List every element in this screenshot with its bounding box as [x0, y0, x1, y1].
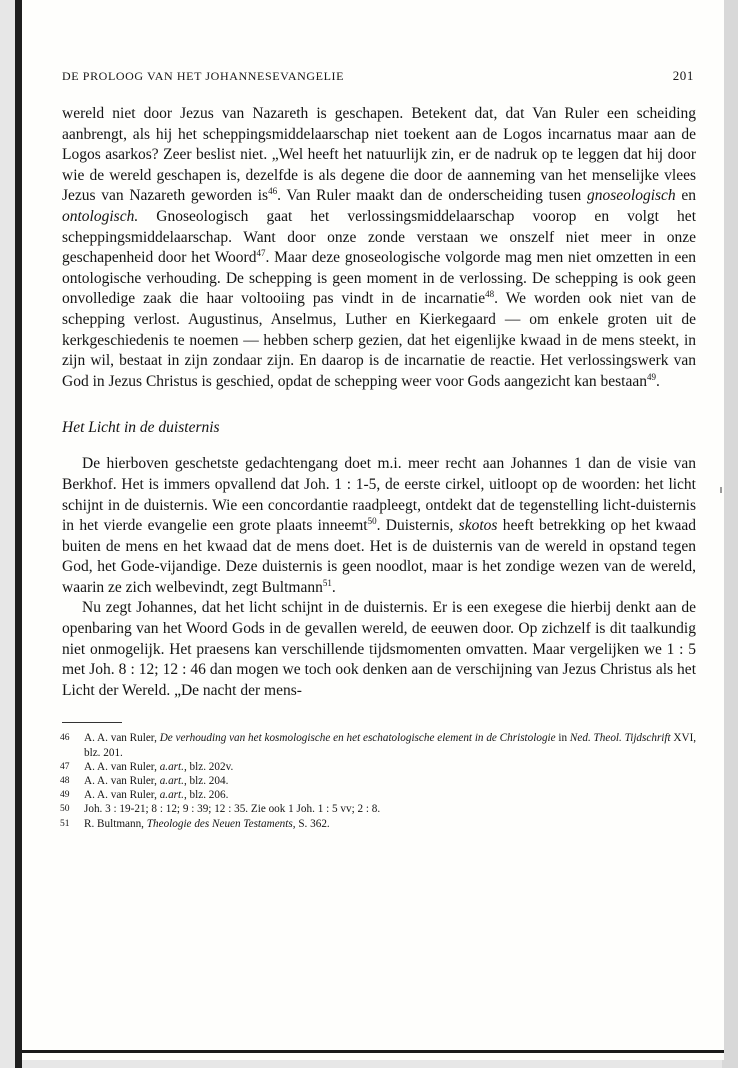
- page-number: 201: [672, 68, 694, 83]
- footnote-ref-48[interactable]: 48: [485, 289, 495, 300]
- footnote: 46 A. A. van Ruler, De verhouding van het kosmologische en het eschatologische element in de Christologie in Ned. Theol. Tijdschrift XVI, blz. 201.: [60, 732, 697, 759]
- scan-right-margin: [722, 0, 738, 1068]
- footnote-ref-46[interactable]: 46: [268, 186, 278, 197]
- footnote-ref-51[interactable]: 51: [322, 577, 332, 588]
- footnote: 51 R. Bultmann, Theologie des Neuen Testaments, S. 362.: [60, 817, 330, 830]
- footnote: 49 A. A. van Ruler, a.art., blz. 206.: [60, 789, 229, 802]
- body-text: [62, 104, 696, 701]
- footnote-number: 47: [60, 761, 70, 772]
- footnote-number: 49: [60, 790, 70, 801]
- footnotes: [60, 731, 699, 830]
- running-title: DE PROLOOG VAN HET JOHANNESEVANGELIE: [62, 69, 345, 83]
- paragraph-1: wereld niet door Jezus van Nazareth is geschapen. Betekent dat, dat Van Ruler een scheiding aanbrengt, als hij het scheppingsmiddelaarschap niet toekent aan de Logos incarnatus maar aan de Logos asarkos? Zeer beslist niet. „Wel heeft het natuurlijk zin, er de nadruk op te leggen dat hij door wie de wereld geschapen is, dezelfde is als degene die door de aanneming van het menselijke vlees Jezus van Nazareth geworden $is^{46}$. Van Ruler maakt dan de onderscheiding tusen gnoseologisch en ontologisch. Gnoseologisch gaat het verlossingsmiddelaarschap voorop en volgt het scheppingsmiddelaarschap. Want door onze zonde verstaan we onszelf niet meer in onze geschapenheid door het Woord$^{47}$. Maar deze gnoseologische volgorde mag men niet omzetten in een ontologische verhouding. De schepping is geen moment in de verlossing. De schepping is ook geen onvolledige zaak die haar voltooiing pas vindt in de incarnatie$^{48}$. We worden ook niet van de schepping verlost. Augustinus, Anselmus, Luther en Kierkegaard — om enkele groten uit de kerkgeschiedenis te noemen — hebben scherp gezien, dat het eigenlijke kwaad in de mens steekt, in zijn wil, bestaat in zijn zondaar zijn. En daarop is de incarnatie de reactie. Het verlossingswerk van God in Jezus Christus is geschied, opdat de schepping weer voor Gods aangezicht kan bestaan$^{49}$.: [62, 105, 696, 390]
- scan-left-edge: [15, 0, 22, 1068]
- footnote: 50 Joh. 3 : 19-21; 8 : 12; 9 : 39; 12 : 35. Zie ook 1 Joh. 1 : 5 vv; 2 : 8.: [60, 803, 381, 816]
- paragraph-2: De hierboven geschetste gedachtengang doet m.i. meer recht aan Johannes 1 dan de visie van Berkhof. Het is immers opvallend dat Joh. 1 : 1-5, de eerste cirkel, uitloopt op de woorden: het licht schijnt in de duisternis. Wie een concordantie raadpleegt, ontdekt dat de tegenstelling licht-duisternis in het vierde evangelie een grote plaats inneemt$^{50}$. Duisternis, skotos heeft betrekking op het kwaad buiten de mens en het kwaad dat de mens doet. Het is de duisternis van de wereld in opstand tegen God, het Gode-vijandige. Deze duisternis is geen noodlot, maar is het zondige wezen van de wereld, waarin ze zich welbevindt, zegt Bultmann$^{51}$.: [62, 455, 697, 596]
- footnote-number: 51: [60, 818, 70, 829]
- section-heading: Het Licht in de duisternis: [62, 419, 220, 437]
- running-head: [62, 68, 694, 84]
- page-content: [42, 68, 699, 831]
- footnote-number: 46: [60, 733, 70, 744]
- paragraph-3: Nu zegt Johannes, dat het licht schijnt in de duisternis. Er is een exegese die hierbij denkt aan de openbaring van het Woord Gods in de gevallen wereld, de eeuwen door. Op zichzelf is dit taalkundig niet onmogelijk. Het praesens kan verschillende tijdsmomenten omvatten. Maar vergelijken we 1 : 5 met Joh. 8 : 12; 12 : 46 dan mogen we toch ook denken aan de verschijning van Jezus Christus als het Licht der Wereld. „De nacht der mens-: [62, 599, 696, 699]
- page-bottom-edge: [22, 1050, 724, 1053]
- scan-speck: [720, 487, 722, 493]
- footnote-ref-49[interactable]: 49: [646, 371, 656, 382]
- footnote-ref-50[interactable]: 50: [367, 516, 377, 527]
- footnote: 47 A. A. van Ruler, a.art., blz. 202v.: [60, 760, 234, 773]
- footnote-rule: [62, 722, 122, 723]
- footnote-ref-47[interactable]: 47: [256, 248, 266, 259]
- footnote: 48 A. A. van Ruler, a.art., blz. 204.: [60, 775, 229, 788]
- footnote-number: 50: [60, 804, 70, 815]
- footnote-number: 48: [60, 776, 70, 787]
